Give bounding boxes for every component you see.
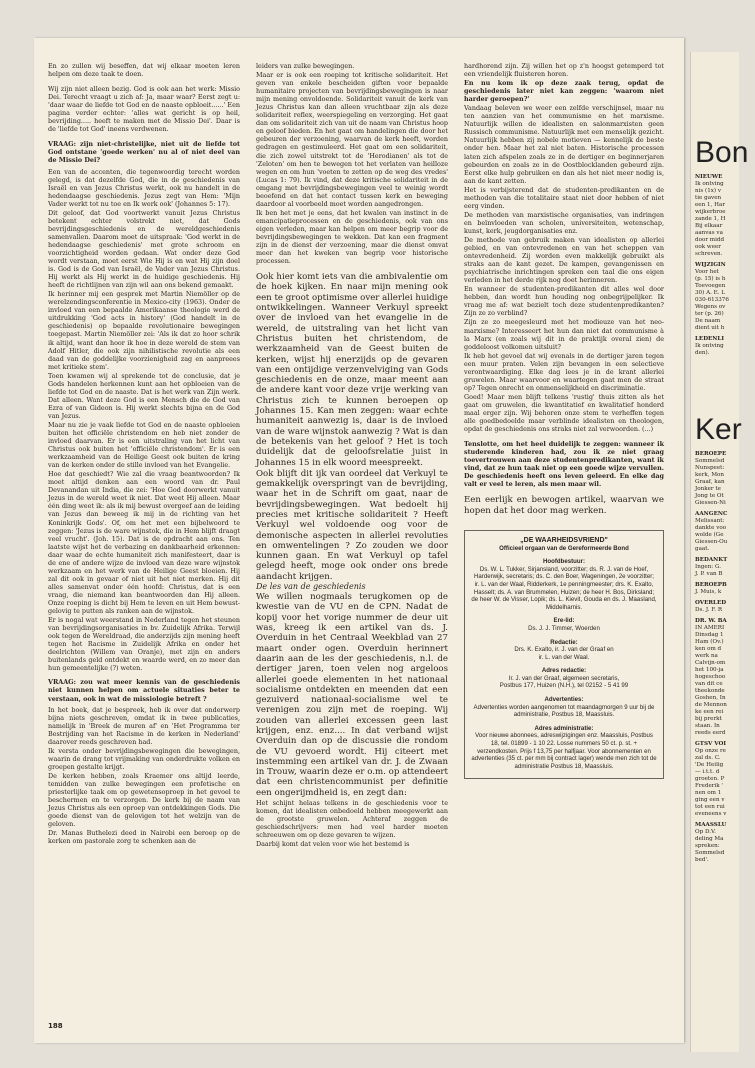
text-line: ging een v [695, 797, 725, 803]
text-line: Op D.V. [695, 829, 716, 835]
colophon-text: Voor nieuwe abonnees, adreswijzigingen enz. Maassluis, Postbus 18, tel. 01899 - 1 10 22. Losse nummers 50 ct. p. st. + verzendkosten. Prijs f 13,75 per halfjaar. Voor abonnementen en advertenties (35 ct. per mm bij contract lager) wende men zich tot de administratie Postbus 18, Maassluis. [471, 732, 657, 770]
text-line: dient uit h [695, 325, 725, 331]
section-subheading: De les van de geschiedenis [256, 582, 366, 592]
question-heading: VRAAG: zijn niet-christelijke, niet uit de liefde tot God ontstane 'goede werken' nu al of niet deel van de Missio Dei? [48, 140, 240, 165]
paragraph: Tenslotte, om het heel duidelijk te zeggen: wanneer ik studerende kinderen had, zou ik ze niet graag toevertrouwen aan deze studentenpredikanten, want ik vind, dat ze hun taak niet op een goede wijze vervullen. De geschiedenis heeft ons leven geleerd. En elke dag valt er veel te leren, als men maar wil. [464, 440, 664, 489]
line-list [695, 625, 755, 737]
text-line: Calvijn-om [695, 660, 726, 666]
paragraph: En wanneer de studenten-predikanten dit alles wel door hebben, dan wordt hun houding nog onbegrijpelijker. Ik vraag me af: wat bezielt toch deze studentenpredikanten? Zijn ze zo verblind? [464, 285, 664, 318]
text-line: Giessen-Ni [695, 500, 726, 506]
text-line: — i.t.t. d [695, 769, 720, 775]
quoted-paragraph: Daarbij komt dat velen voor wie het bestemd is [256, 840, 410, 849]
text-line: Voor het [695, 269, 719, 275]
commentary-paragraph: We willen nogmaals terugkomen op de kwestie van de VU en de CPN. Nadat de kopij voor het vorige nummer de deur uit was, kreeg ik een artikel van ds. J. Overduin in het Centraal Weekblad van 27 maart onder ogen. Overduin herinnert daarin aan de les der geschiedenis, n.l. de dertiger jaren, toen velen nog argeloos allerlei goede elementen in het nationaal socialisme ontdekten en meenden dat een gezuiverd nationaal-socialisme wel te verenigen zou zijn met de roeping. Wij zouden van allerlei excessen geen last krijgen, enz. enz.... In dat verband wijst Overduin dan op de discussie die rondom de VU gevoerd wordt. Hij citeert met instemming een artikel van dr. J. de Zwaan in Trouw, waarin deze er o.m. op attendeert dat een christencommunist per definitie een ongerijmdheid is, en zegt dan: [256, 592, 448, 798]
page-number: 188 [48, 1022, 63, 1030]
paragraph: Dr. Manas Buthelezi deed in Nairobi een beroep op de kerken om pastorale zorg te schenken aan de [48, 829, 240, 846]
text-line: ook weer [695, 244, 721, 250]
text-line: (p. 15) is h [695, 276, 726, 282]
text-line: wolde (Ge [695, 532, 724, 538]
paragraph: De methoden van marxistische organisaties, van indringen en beïnvloeden van scholen, universiteiten, wetenschap, kunst, kerk, jeugdorganisaties enz. [464, 210, 664, 235]
text-line: een 1, Har [695, 202, 726, 208]
section-title: Bon [695, 136, 749, 169]
text-line: bij prerkt [695, 716, 722, 722]
text-line: door midd [695, 237, 725, 243]
text-line: eveneens v [695, 811, 727, 817]
colophon-heading: Adres redactie: [541, 667, 587, 675]
text-line: 'De Heilig [695, 762, 724, 768]
magazine-page [34, 38, 684, 1043]
commentary-paragraph: Een eerlijk en bewogen artikel, waarvan we hopen dat het door mag werken. [464, 495, 664, 516]
paragraph: leiders van zulke bewegingen. [256, 62, 355, 70]
line-list [695, 589, 755, 596]
section-heading: NIEUWE [695, 174, 723, 180]
paragraph: Hoe dat geschiedt? Wie zal die vraag beantwoorden? Ik moet altijd denken aan een woord van dr. Paul Devanandan uit India, die zei: 'Hoe God doorwerkt vanuit Jezus in de wereld weet ik niet. Dat weet Hij alleen. Maar één ding weet ik: als ik mij bewust overgeef aan de leiding van Jezus dan beweeg ik mij in de richting van het Koninkrijk Gods'. Of, om het met een bijbelwoord te zeggen: 'Jezus is de ware wijnstok, die in Hem blijft draagt veel vrucht'. (Joh. 15). Dat is de opdracht aan ons. Ten laatste wijst het de verbazing en dankbaarheid erkennen: daar waar de echte humaniteit zich manifesteert, daar is de ene of andere wijze de invloed van deze ware wijnstok werkzaam en het werk van de Heilige Geest bloeien. Hij zal dit ook in gevaar of niet uit het niet merken. Hij dit alles samenvat onder één hoofd: Christus, dat is een vraag, die niemand kan beantwoorden dan Hij alleen. Onze roeping is dicht bij Hem te leven en uit Hem bewust-gelovig te putten als ranken aan de wijnstok. [48, 470, 240, 616]
text-line: IN AMERI [695, 625, 725, 631]
line-list [695, 607, 755, 614]
column-middle [256, 62, 448, 849]
text-line: 030-613376 [695, 297, 729, 303]
line-list [695, 748, 755, 818]
paragraph: Maar nu zie je vaak liefde tot God en de naaste opbloeien buiten het officiële christendom en heb niet zonder de invloed daarvan. Er is een uitstraling van het licht van Christus ook buiten het 'officiële christendom'. Er is een werkzaamheid van de Heilige Geest ook buiten de kring van de kerken onder de stille invloed van het Evangelie. [48, 420, 240, 470]
section-heading: BEROEPB [695, 582, 727, 588]
colophon-heading: Advertenties: [544, 696, 584, 704]
line-list [695, 181, 755, 258]
line-list [695, 564, 755, 578]
section-title: Ker [695, 413, 742, 446]
colophon-heading: Hoofdbestuur: [543, 558, 585, 566]
paragraph: Goed! Maar men blijft telkens 'rustig' thuis zitten als het gaat om gruwelen, die kwantitatief en kwalitatief honderd maal erger zijn. Wij behoren onze stem te verheffen tegen alle goedbedoelde maar verblinde idealisten en theologen, opdat de geschiedenis ons straks niet zal verwoorden. (...) [464, 392, 664, 434]
text-line: staan. In [695, 723, 720, 729]
text-line: Giessen-Ou [695, 539, 728, 545]
text-line: zal ds. C. [695, 755, 721, 761]
colophon-subtitle: Officieel orgaan van de Gereformeerde Bond [499, 544, 629, 552]
line-list [695, 343, 755, 357]
paragraph: En nu kom ik op deze zaak terug, opdat de geschiedenis later niet kan zeggen: 'waarom niet harder geroepen?' [464, 79, 664, 104]
adjacent-page-content [695, 136, 755, 864]
paragraph: Ik ben het met je eens, dat het kwalen van instinct in de emancipatieprocessen en de geschiedenis, ook van ons eigen verleden, maar kan helpen om meer begrip voor de bevrijdingsbewegingen te wekken. Dat kan een fragment zijn in de dienst der verzoening, maar die dienst omvat meer dan het kweken van begrip voor historische processen. [256, 208, 448, 266]
colophon-text: Ds. W. L. Tukker, Sirjansland, voorzitter; ds. R. J. van de Hoef, Harderwijk, secretaris; ds. C. den Boer, Wageningen, 2e voorzitter; ir. L. van der Waal, Ridderkerk, 1e penningmeester; drs. K. Exalto, Hasselt; ds. A. van Brummelen, Huizen; de heer H. Bos, Dirksland; de heer W. de Visser, Lopik; ds. L. Kievit, Gouda en ds. J. Maasland, Middelharnis. [471, 565, 657, 611]
section-heading: GTSV VOI [695, 741, 726, 747]
text-line: den). [695, 350, 710, 356]
text-line: aanvas va [695, 230, 723, 236]
text-line: Goshen, In [695, 695, 726, 701]
text-line: Frederik ' [695, 783, 723, 789]
paragraph: Er is nogal wat weerstand in Nederland tegen het steunen van bevrijdingsorganisaties in bv. Zuidelijk Afrika. Terwijl ook tegen de Wereldraad, die anderzijds zijn mening heeft tegen het Racisme in Zuidelijk Afrika en onder het deelrichten (Willem van Oranje), met zijn en anders buitenlands geld ontdekt en waarde werd, en zo meer dan hun gemeentelijke (?) weten. [48, 616, 240, 673]
paragraph: Toen kwamen wij al sprekende tot de conclusie, dat je Gods handelen herkennen kunt aan het opbloeien van de liefde tot God en de naaste. Dat is het werk van Zijn werk. Dat alleen. Want deze God is een Mensch die de God van Ezra of van Gideon is. Hij werkt slechts bijna en de God van Jezus. [48, 371, 240, 420]
text-line: 30) A. E. L [695, 290, 726, 296]
paragraph: Zijn ze zo meegesleurd met het modieuze van het neo-marxisme? Interesseert het hun dan niet dat communisme à la Marx (en zoals wij dit in de praktijk overal zien) de goddeloost volkomen uitsluit? [464, 318, 664, 351]
line-list [695, 269, 755, 332]
text-line: Melissant: [695, 518, 725, 524]
text-line: Ik ontving [695, 181, 724, 187]
line-list [695, 458, 755, 507]
text-line: theekonde [695, 688, 725, 694]
text-line: schreven. [695, 251, 723, 257]
section-heading: WIJZIGIN [695, 262, 726, 268]
text-line: Sommelsd [695, 458, 725, 464]
text-line: Ham (Ov.) [695, 639, 724, 645]
adjacent-page [690, 52, 749, 1052]
paragraph: Ik herinner mij een gesprek met Martin Niemöller op de werelzendingsconferentie in Mexico-city (1963). Onder de invloed van een bepaalde Amerikaanse theologie werd de uitdrukking 'God acts in history' (God handelt in de geschiedenis) op bepaalde revolutionaire bewegingen toegepast. Martin Niemöller zei: 'Als ik dat zo hoor schrik ik altijd, want dan hoor ik hoe in deze wereld de stem van Adolf Hitler, die ook zijn nihilistische revolutie als een daad van de goddelijke voorzienigheid zag en aanpreees met kritieke stem'. [48, 290, 240, 371]
text-line: Op onze re [695, 748, 726, 754]
text-line: tie gaven [695, 195, 722, 201]
paragraph: De methode van gebruik maken van idealisten op allerlei gebied, en van ontevredenen en van het scheppen van ontevredenheid. Zij worden even makkelijk gebruikt als straks aan de kant gezet. De kampen, gevangenissen en psychiatrische inrichtingen spreken een taal die ons eigen verleden in het derde rijk nog doet herinneren. [464, 235, 664, 285]
paragraph: Een van de accenten, die tegenwoordig terecht worden gelegd, is dat dezelfde God, die in de geschiedenis van Israël en van Jezus Christus werkt, ook nu handelt in de hedendaagse geschiedenis. Jezus zegt van Hem: 'Mijn Vader werkt tot nu toe en Ik werk ook' (Johannes 5: 17). [48, 167, 240, 208]
column-right [464, 62, 664, 779]
colophon-heading: Adres administratie: [534, 724, 594, 732]
section-heading: BEROEPE [695, 451, 727, 457]
text-line: deling Ma [695, 836, 724, 842]
text-line: Ik ontving [695, 343, 724, 349]
paragraph: In het boek, dat je bespreek, heb ik over dat onderwerp bijna niets geschreven, omdat ik in twee publicaties, namelijk in 'Breek de muren af' en 'Het Programma ter Bestrijding van het Racisme in de kerken in Nederland' daarover reeds geschreven had. [48, 705, 240, 746]
text-line: Ds. J. F. R [695, 607, 723, 613]
text-line: spreken: [695, 843, 720, 849]
paragraph: Maar er is ook een roeping tot kritische solidariteit. Het geven van enkele bescheiden giften voor bepaalde humanitaire projecten van bevrijdingsbewegingen is naar mijn mening onvoldoende. Solidariteit vanuit de kerk van Jezus Christus kan dan alleen vruchtbaar zijn als deze solidariteit reflex, weerspiegeling en verzorging. Het gaat dan om solidariteit zich van uit de naam van Christus hoop en geloof bieden. En het gaat om handelingen die door het gebeuren der verzoening, waarvan de kerk heeft, worden gedragen en gestimuleerd. Het gaat om een solidariteit, die zich zowel uitstrekt tot de 'Herodianen' als tot de 'Zeloten' om hen te bewegen tot het verlaten van heilloze wegen en om hun 'voeten te zetten op de weg des vredes' (Lucas 1: 79). Ik vind, dat deze kritische solidariteit in de omgang met bevrijdingsbewegingen veel te weinig wordt beoefend en dat het contact tussen kerk en beweging daardoor al voorbeeld moet worden aangedrongen. [256, 71, 448, 208]
text-line: Jong te Ot [695, 493, 724, 499]
text-line: groeten. P [695, 776, 725, 782]
section-heading: BEDANKT [695, 557, 728, 563]
section-heading: DR. W. BA [695, 618, 727, 624]
paragraph: Ik versta onder bevrijdingsbewegingen die bewegingen, waarin de drang tot vrijmaking van onderdrukte volken en groepen gestalte krijgt. [48, 746, 240, 771]
text-line: Jonker te [695, 486, 721, 492]
text-line: Bij elkaar [695, 223, 723, 229]
text-line: ken om d [695, 646, 722, 652]
colophon-text: ir. L. van der Waal. [538, 653, 590, 661]
colophon-heading: Ere-lid: [553, 617, 575, 625]
line-list [695, 518, 755, 553]
text-line: nis (1x) v [695, 188, 722, 194]
text-line: Graaf, kan [695, 479, 725, 485]
text-line: Dinsdag 1 [695, 632, 724, 638]
text-line: gaat. [695, 546, 710, 552]
text-line: van dit ce [695, 681, 723, 687]
section-heading: LEDENLI [695, 336, 724, 342]
paragraph: Het is verbijsterend dat de studenten-predikanten en de methoden van die totalitaire staat niet door hebben of niet eerg vinden. [464, 185, 664, 210]
text-line: J. Muis, k [695, 589, 722, 595]
paragraph: Vandaag beleven we weer een zelfde verschijnsel, maar nu ten aanzien van het communisme en het marxisme. Natuurlijk willen de idealisten en salonmarxisten geen Russisch communisme. Natuurlijk met een menselijk gezicht. Natuurlijk hebben zij nobele motieven — kennelijk de beste onder hen. Maar het zal niet baten. Historische processen laten zich afspelen zoals ze in de dertiger en beginnerjaren gebeurden en zoals ze in de Oostblocklanden gebeurd zijn. Eerst elke hulp gebruiken en dan als het niet meer nodig is, aan de kant zetten. [464, 104, 664, 185]
text-line: reeds eerd [695, 730, 726, 736]
text-line: ter (p. 26) [695, 311, 724, 317]
paragraph: Wij zijn niet alleen bezig. God is ook aan het werk: Missio Dei. Terecht vraagt u zich af: Ja, maar waar? Eerst zegt u: 'daar waar de liefde tot God en de naaste opbloeit......' Een pagina verder echter: 'alles wat gericht is op heil, bevrijding..... heeft te maken met de Missio Dei'. Daar is de 'liefde tot God' ineens verdwenen. [48, 85, 240, 134]
colophon-text: Postbus 177, Huizen (N.H.), tel 02152 - 5 41 99 [499, 682, 629, 690]
text-line: Nunspeet: [695, 465, 725, 471]
text-line: bed'. [695, 857, 709, 863]
text-line: het 100-ja [695, 667, 724, 673]
commentary-paragraph: Ook blijft dit ijk van oordeel dat Verkuyl te gemakkelijk overspringt van de bevrijding, waar het in de Schrift om gaat, naar de bevrijdingsbewegingen. Wat bedoelt hij precies met kritische solidariteit ? Heeft Verkuyl wel voldoende oog voor de demonische aspecten in allerlei revoluties en omwentelingen ? Zo zouden we door kunnen gaan. En wat Verkuyl op tafel gelegd heeft, moge ook onder ons brede aandacht krijgen. [256, 468, 448, 582]
paragraph: Ik heb het gevoel dat wij evenals in de dertiger jaren tegen een muur praten. Velen zijn bevangen in een selectieve verontwaardiging. Elke dag lees je in de krant allerlei gruwelen. Maar waarvoor en waartegen gaat men de straat op? Tegen onrecht en onmenselijkheid en discriminatie. [464, 351, 664, 392]
colophon-text: Ir. J. van der Graaf, algemeen secretaris, [508, 674, 620, 682]
colophon-title: „DE WAARHEIDSVRIEND" [520, 536, 608, 544]
line-list [695, 829, 755, 864]
section-heading: AANGENC [695, 511, 728, 517]
question-heading: VRAAG: zou wat meer kennis van de geschiedenis niet kunnen helpen om actuele situaties beter te verstaan, ook in wat de missiologie betreft ? [48, 678, 240, 703]
text-line: Sommelsd [695, 850, 725, 856]
text-line: dankte voo [695, 525, 727, 531]
text-line: ke een rei [695, 709, 724, 715]
text-line: tot een rui [695, 804, 725, 810]
commentary-paragraph: Ook hier komt iets van die ambivalentie om de hoek kijken. En naar mijn mening ook een te groot optimisme over allerlei huidige ontwikkelingen. Wanneer Verkuyl spreekt over de invloed van het evangelie in de wereld, de uitstraling van het licht van Christus buiten het christendom, de werkzaamheid van de Geest buiten de kerken, wijst hij enerzijds op de gevaren van een ontijdige verzenvelviging van Gods geschiedenis en de onze, maar meent aan de andere kant voor deze vrije werking van Christus zich te kunnen beroepen op Johannes 15. Kan men zeggen: waar echte humaniteit aanwezig is, daar is de invloed van de ware wijnstok aanwezig ? Wat is dan de betekenis van het geloof ? Het is toch duidelijk dat de geloofsrelatie juist in Johannes 15 in elk woord meespreekt. [256, 272, 448, 468]
colophon-box [464, 530, 664, 779]
text-line: zande 1, H [695, 216, 726, 222]
text-line: Toevoegen [695, 283, 726, 289]
text-line: Ingen: G. [695, 564, 722, 570]
paragraph: Dit geloof, dat God voortwerkt vanuit Jezus Christus betekent echter volstrekt niet, dat Gods bevrijdingsgeschiedenis en de wereldgeschiedenis samenvallen. Daarom moet de uitspraak: 'God werkt in de hedendaagse geschiedenis' met grote schroom en voorzichtigheid worden gedaan. Wat onder deze God wordt verstaan, moet eerst Wie Hij is en wat Hij zijn doel is. God is de God van Israël, de Vader van Jezus Christus. Hij werkt als Hij werkt in de huidige geschiedenis. Hij heeft de richtlijnen van zijn wil aan ons bekend gemaakt. [48, 208, 240, 290]
text-line: werk na [695, 653, 718, 659]
colophon-text: Ds. J. J. Timmer, Woerden [528, 624, 600, 632]
text-line: kerk, Mon [695, 472, 725, 478]
text-line: wijkerbroe [695, 209, 726, 215]
text-line: de Mennon [695, 702, 727, 708]
colophon-text: Advertenties worden aangenomen tot maandagmorgen 9 uur bij de administratie, Postbus 18, Maassluis. [473, 703, 655, 719]
text-line: De naam [695, 318, 721, 324]
column-left [48, 62, 240, 846]
section-heading: MAASSLU [695, 822, 727, 828]
section-heading: OVERLED [695, 600, 727, 606]
colophon-heading: Redactie: [550, 638, 578, 646]
paragraph: En zo zullen wij beseffen, dat wij elkaar moeten leren helpen om deze taak te doen. [48, 62, 240, 79]
text-line: Wegens ov [695, 304, 726, 310]
quoted-paragraph: Het schijnt helaas telkens in de geschiedenis voor te komen, dat idealisten onbedoeld hebben meegewerkt aan de grootste gruwelen. Achteraf zeggen de geschiedschrijvers: men had veel harder moeten schreeuwen om op deze gevaren te wijzen. [256, 799, 448, 840]
paragraph: De kerken hebben, zoals Kraemer ons altijd leerde, temidden van zulke bewegingen een profetische en priesterlijke taak om op gewetensoproep in het gevoel te beschermen en te verzorgen. De kerk bij de naam van Jezus Christus als een oproep van ontdekkingen Gods. Die goede dienst van de gelovigen tot het welzijn van de geloven. [48, 771, 240, 829]
paragraph: hardhorend zijn. Zij willen het op z'n hoogst getemperd tot een vriendelijk fluisteren horen. [464, 62, 664, 79]
text-line: nen om 1 [695, 790, 722, 796]
text-line: J. P. van B [695, 571, 723, 577]
text-line: hogeschoo [695, 674, 726, 680]
colophon-text: Drs. K. Exalto, ir. J. van der Graaf en [514, 646, 614, 654]
